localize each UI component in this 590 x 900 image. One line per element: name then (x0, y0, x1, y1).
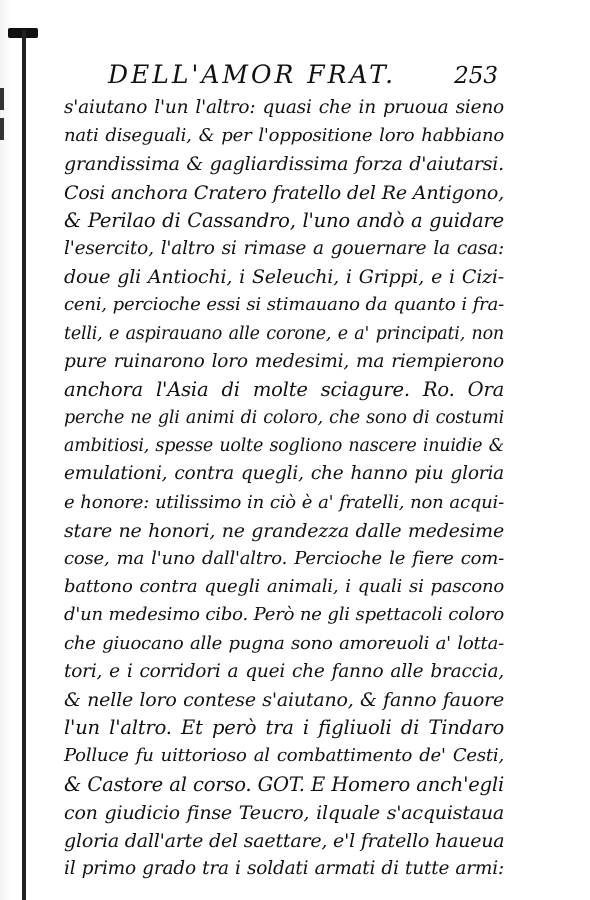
page-number: 253 (454, 63, 498, 89)
running-title: DELL'AMOR FRAT. (108, 60, 397, 89)
text-line: doue gli Antiochi, i Seleuchi, i Grippi, e i Cizi- (64, 266, 504, 289)
text-line: & Perilao di Cassandro, l'uno andò a guidare (64, 208, 504, 232)
text-line: battono contra quegli animali, i quali si pascono (64, 576, 504, 598)
text-line: ambitiosi, spesse uolte sogliono nascere inuidie & (64, 436, 504, 457)
text-line: & nelle loro contese s'aiutano, & fanno fauore (64, 688, 504, 711)
margin-mark (0, 88, 4, 110)
text-line: con giudicio finse Teucro, ilquale s'acquistaua (64, 801, 504, 824)
text-line: tori, e i corridori a quei che fanno alle braccia, (64, 660, 504, 682)
text-line: anchora l'Asia di molte sciagure. Ro. Ora (64, 377, 504, 401)
text-line: nati diseguali, & per l'oppositione loro habbiano (64, 125, 504, 147)
text-line: e honore: utilissimo in ciò è a' fratelli, non acqui- (64, 491, 504, 513)
text-line: stare ne honori, ne grandezza dalle medesime (64, 519, 504, 542)
text-line: & Castore al corso. GOT. E Homero anch'egli (64, 772, 504, 796)
text-line: s'aiutano l'un l'altro: quasi che in pruoua sieno (64, 97, 504, 118)
text-line: perche ne gli animi di coloro, che sono di costumi (64, 408, 504, 429)
text-line: ceni, percioche essi si stimauano da quanto i fra- (64, 294, 504, 316)
text-line: emulationi, contra quegli, che hanno piu gloria (64, 463, 504, 485)
text-line: pure ruinarono loro medesimi, ma riempierono (64, 350, 504, 372)
text-line: telli, e aspirauano alle corone, e a' principati, non (64, 323, 504, 344)
text-line: l'un l'altro. Et però tra i figliuoli di Tindaro (64, 716, 504, 740)
body-text (64, 94, 504, 883)
text-line: grandissima & gagliardissima forza d'aiutarsi. (64, 153, 504, 176)
text-line: gloria dall'arte del saettare, e'l fratello haueua (64, 829, 505, 852)
text-line: il primo grado tra i soldati armati di tutte armi: (64, 858, 504, 880)
text-line: Cosi anchora Cratero fratello del Re Antigono, (64, 181, 504, 204)
running-header (108, 60, 498, 94)
text-line: cose, ma l'uno dall'altro. Percioche le fiere com- (64, 548, 504, 569)
binding-rule (22, 30, 26, 900)
text-line: l'esercito, l'altro si rimase a gouernare la casa: (64, 237, 504, 259)
text-line: che giuocano alle pugna sono amoreuoli a' lotta- (64, 632, 504, 654)
text-line: Polluce fu uittorioso al combattimento de' Cesti, (64, 745, 504, 767)
margin-mark (0, 118, 4, 140)
text-line: d'un medesimo cibo. Però ne gli spettacoli coloro (64, 604, 504, 626)
